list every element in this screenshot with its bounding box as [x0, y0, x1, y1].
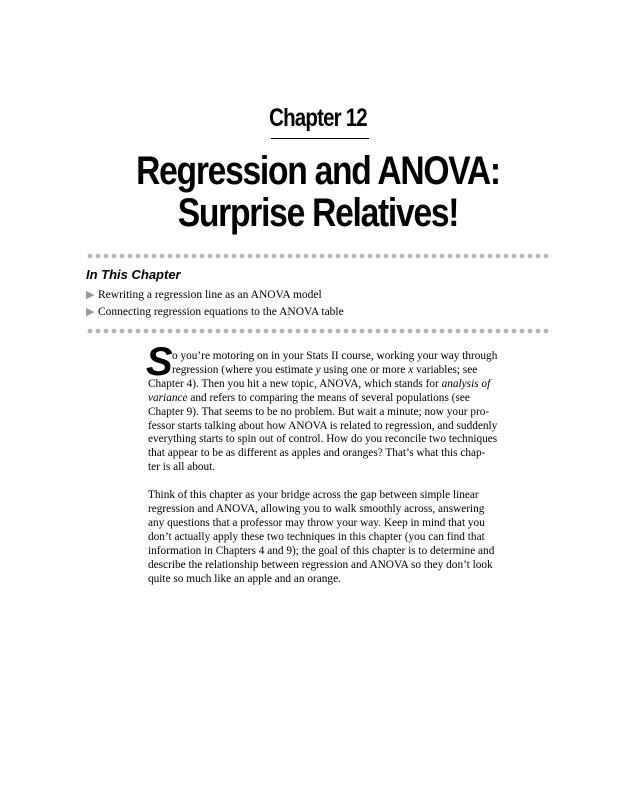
list-item-text: Rewriting a regression line as an ANOVA model [98, 289, 322, 301]
text-line: describe the relationship between regression and ANOVA so they don’t look [148, 558, 493, 571]
list-item-text: Connecting regression equations to the ANOVA table [98, 306, 344, 318]
text-line: variance and refers to comparing the means of several populations (see [148, 391, 470, 404]
text-line: information in Chapters 4 and 9); the goal of this chapter is to determine and [148, 544, 495, 557]
paragraph-2 [148, 489, 556, 586]
list-item [86, 304, 344, 321]
chapter-label: Chapter 12 [269, 104, 367, 132]
text-line: everything starts to spin out of control. How do you reconcile two techniques [148, 433, 498, 446]
text-line: quite so much like an apple and an orange. [148, 572, 341, 585]
text-line: any questions that a professor may throw your way. Keep in mind that you [148, 516, 485, 529]
dotted-divider-top [86, 253, 552, 259]
text-line: regression (where you estimate y using one or more x variables; see [172, 363, 478, 376]
chapter-title-line-2: Surprise Relatives! [177, 191, 459, 235]
text-line: don’t actually apply these two techniques in this chapter (you can find that [148, 530, 485, 543]
in-this-chapter-heading: In This Chapter [86, 267, 181, 282]
text-line: Chapter 4). Then you hit a new topic, ANOVA, which stands for analysis of [148, 377, 491, 390]
list-item [86, 287, 344, 304]
text-line: o you’re motoring on in your Stats II course, working your way through [172, 350, 498, 362]
text-line: ter is all about. [148, 461, 216, 474]
drop-cap: S [146, 340, 173, 384]
chapter-title [51, 150, 585, 234]
chapter-topics-list [86, 287, 344, 321]
chapter-intro-text [146, 340, 556, 587]
chapter-title-line-1: Regression and ANOVA: [136, 149, 500, 193]
text-line: that appear to be as different as apples and oranges? That’s what this chap- [148, 447, 486, 460]
text-line: Chapter 9). That seems to be no problem. But wait a minute; now your pro- [148, 405, 490, 418]
dotted-divider-bottom [86, 328, 552, 334]
paragraph-gap [148, 475, 556, 489]
text-line: fessor starts talking about how ANOVA is related to regression, and suddenly [148, 419, 498, 432]
text-line: regression and ANOVA, allowing you to walk smoothly across, answering [148, 503, 485, 516]
right-triangle-icon: ▶ [86, 289, 95, 301]
paragraph-1 [146, 340, 556, 475]
text-line: Think of this chapter as your bridge across the gap between simple linear [148, 489, 479, 502]
chapter-rule [271, 138, 369, 139]
right-triangle-icon: ▶ [86, 306, 95, 318]
